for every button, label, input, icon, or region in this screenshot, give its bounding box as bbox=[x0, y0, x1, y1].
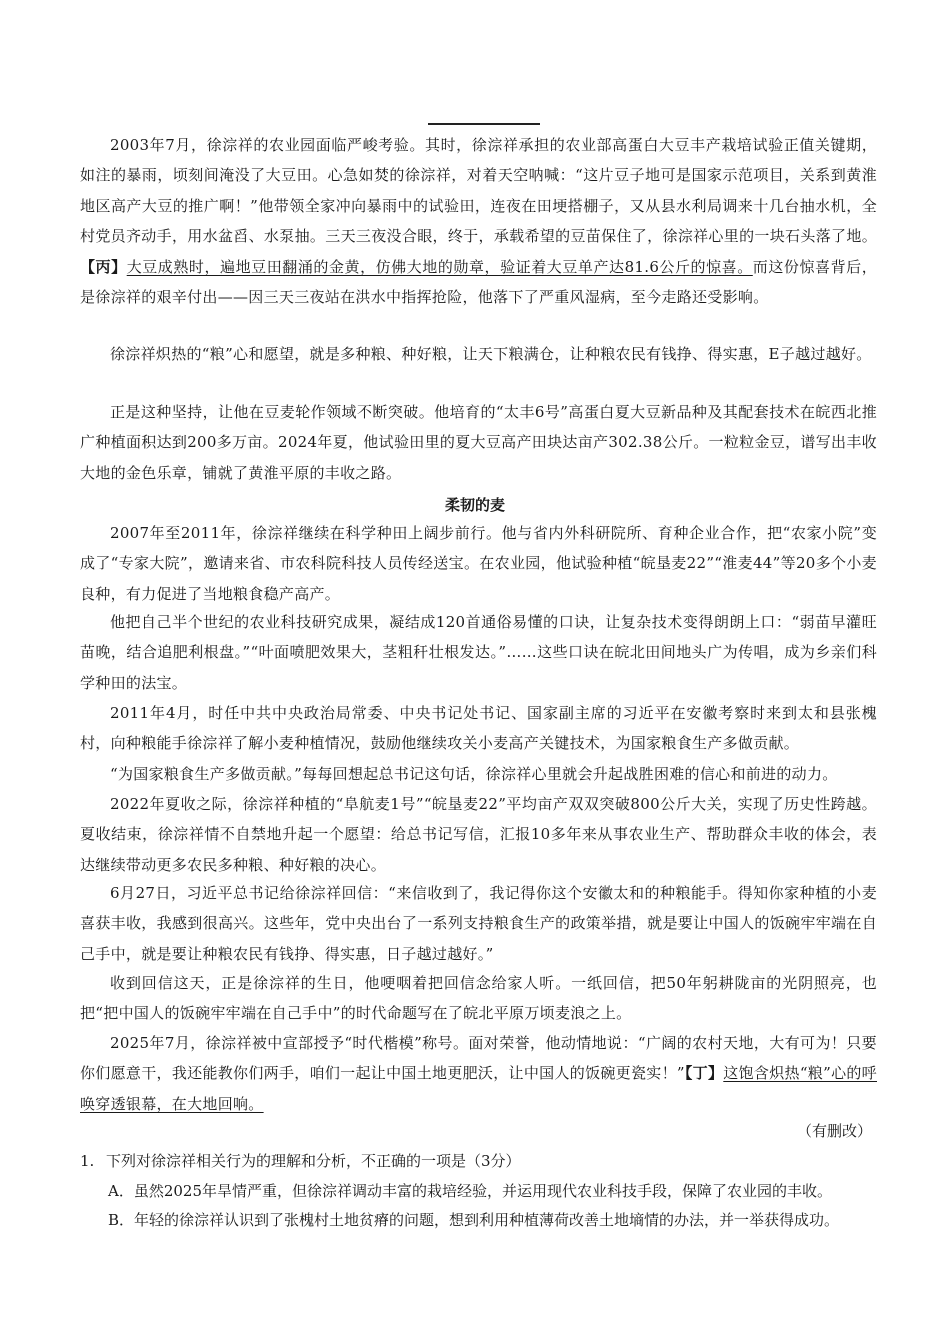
paragraph-2025 bbox=[80, 1028, 877, 1119]
paragraph-2022: 2022年夏收之际，徐淙祥种植的“阜航麦1号”“皖垦麦22”平均亩产双双突破800公斤大关，实现了历史性跨越。夏收结束，徐淙祥情不自禁地升起一个愿望：给总书记写信，汇报10多年来从事农业生产、帮助群众丰收的体会，表达继续带动更多农民多种粮、种好粮的决心。 bbox=[80, 795, 877, 874]
question-stem bbox=[80, 1150, 880, 1172]
option-b[interactable] bbox=[108, 1209, 888, 1231]
option-b-letter: B． bbox=[108, 1211, 135, 1229]
underlined-sentence-ding: 这饱含炽热“粮”心的呼唤穿透银幕，在大地回响。 bbox=[80, 1064, 877, 1113]
question-number: 1. bbox=[80, 1152, 95, 1170]
paragraph-2011: 2011年4月，时任中共中央政治局常委、中央书记处书记、国家副主席的习近平在安徽考察时来到太和县张槐村，向种粮能手徐淙祥了解小麦种植情况，鼓励他继续攻关小麦高产关键技术，为国家粮食生产多做贡献。 bbox=[80, 704, 877, 753]
marker-bing: 【丙】 bbox=[80, 257, 127, 276]
option-a-text: 虽然2025年旱情严重，但徐淙祥调动丰富的栽培经验，并运用现代农业科技手段，保障了农业园的丰收。 bbox=[133, 1182, 833, 1200]
paragraph-wheat-varieties: 2007年至2011年，徐淙祥继续在科学种田上阔步前行。他与省内外科研院所、育种企业合作，把“农家小院”变成了“专家大院”，邀请来省、市农科院科技人员传经送宝。在农业园，他试验种植“皖垦麦22”“淮麦44”等20多个小麦良种，有力促进了当地粮食稳产高产。 bbox=[80, 524, 877, 603]
section-heading: 柔韧的麦 bbox=[444, 496, 505, 514]
paragraph-flood-text: 2003年7月，徐淙祥的农业园面临严峻考验。其时，徐淙祥承担的农业部高蛋白大豆丰产栽培试验正值关键期，如注的暴雨，顷刻间淹没了大豆田。心急如焚的徐淙祥，对着天空呐喊：“这片豆子地可是国家示范项目，关系到黄淮地区高产大豆的推广啊！”他带领全家冲向暴雨中的试验田，连夜在田埂搭棚子，又从县水利局调来十几台抽水机，全村党员齐动手，用水盆舀、水泵抽。三天三夜没合眼，终于，承载希望的豆苗保住了，徐淙祥心里的一块石头落了地。 bbox=[80, 136, 877, 246]
paragraph-wish: 徐淙祥炽热的“粮”心和愿望，就是多种粮、种好粮，让天下粮满仓，让种粮农民有钱挣、得实惠，E子越过越好。 bbox=[110, 345, 872, 363]
paragraph-rhymes: 他把自己半个世纪的农业科技研究成果，凝结成120首通俗易懂的口诀，让复杂技术变得朗朗上口：“弱苗早灌旺苗晚，结合追肥利根盘。”“叶面喷肥效果大，茎粗秆壮根发达。”……这些口诀在皖北田间地头广为传唱，成为乡亲们科学种田的法宝。 bbox=[80, 613, 877, 692]
paragraph-flood-text-end: 而这份惊喜背后，是徐淙祥的艰辛付出——因三天三夜站在洪水中指挥抢险，他落下了严重风湿病，至今走路还受影响。 bbox=[80, 257, 877, 307]
paragraph-flood bbox=[80, 130, 877, 312]
top-divider bbox=[428, 123, 540, 125]
source-note: （有删改） bbox=[796, 1122, 872, 1140]
marker-ding: 【丁】 bbox=[684, 1064, 724, 1083]
option-a[interactable] bbox=[108, 1180, 888, 1202]
option-a-letter: A． bbox=[108, 1182, 134, 1200]
paragraph-2025-text: 2025年7月，徐淙祥被中宣部授予“时代楷模”称号。面对荣誉，他动情地说：“广阔的农村天地，大有可为！只要你们愿意干，我还能教你们两手，咱们一起让中国土地更肥沃，让中国人的饭碗更瓷实！” bbox=[80, 1034, 877, 1083]
paragraph-reply-letter: 6月27日，习近平总书记给徐淙祥回信：“来信收到了，我记得你这个安徽太和的种粮能手。得知你家种植的小麦喜获丰收，我感到很高兴。这些年，党中央出台了一系列支持粮食生产的政策举措，就是要让中国人的饭碗牢牢端在自己手中，就是要让种粮农民有钱挣、得实惠，日子越过越好。” bbox=[80, 884, 877, 963]
question-text: 下列对徐淙祥相关行为的理解和分析，不正确的一项是（3分） bbox=[106, 1152, 521, 1170]
paragraph-birthday: 收到回信这天，正是徐淙祥的生日，他哽咽着把回信念给家人听。一纸回信，把50年躬耕陇亩的光阴照亮，也把“把中国人的饭碗牢牢端在自己手中”的时代命题写在了皖北平原万顷麦浪之上。 bbox=[80, 974, 877, 1023]
underlined-sentence-bing: 大豆成熟时，遍地豆田翻涌的金黄，仿佛大地的勋章，验证着大豆单产达81.6公斤的惊喜。 bbox=[126, 257, 753, 276]
paragraph-soybean: 正是这种坚持，让他在豆麦轮作领域不断突破。他培育的“太丰6号”高蛋白夏大豆新品种及其配套技术在皖西北推广种植面积达到200多万亩。2024年夏，他试验田里的夏大豆高产田块达亩产302.38公斤。一粒粒金豆，谱写出丰收大地的金色乐章，铺就了黄淮平原的丰收之路。 bbox=[80, 403, 877, 482]
paragraph-contribution: “为国家粮食生产多做贡献。”每每回想起总书记这句话，徐淙祥心里就会升起战胜困难的信心和前进的动力。 bbox=[110, 765, 838, 783]
option-b-text: 年轻的徐淙祥认识到了张槐村土地贫瘠的问题，想到利用种植薄荷改善土地墒情的办法，并一举获得成功。 bbox=[134, 1211, 840, 1229]
